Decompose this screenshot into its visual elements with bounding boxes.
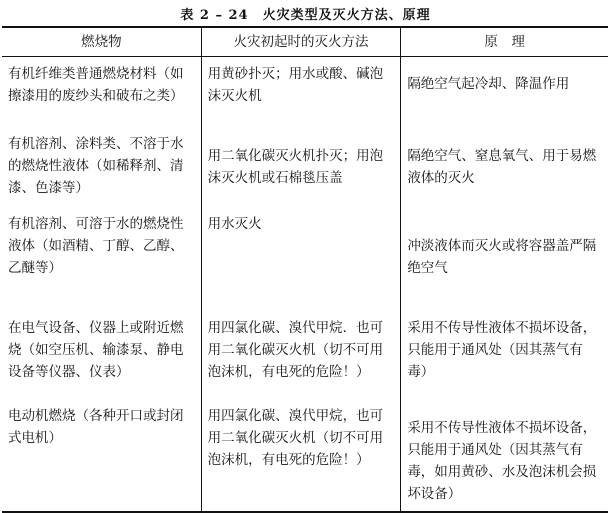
cell-principle: 冲淡液体而灭火或将容器盖严隔绝空气 — [401, 209, 608, 313]
table-row — [2, 129, 608, 209]
cell-fuel: 在电气设备、仪器上或附近燃烧（如空压机、输漆泵、静电设备等仪器、仪表） — [2, 313, 201, 401]
header-principle: 原 理 — [401, 27, 608, 57]
table-row — [2, 209, 608, 313]
cell-principle: 采用不传导性液体不损坏设备，只能用于通风处（因其蒸气有毒） — [401, 313, 608, 401]
header-method: 火灾初起时的灭火方法 — [201, 27, 401, 57]
cell-fuel: 电动机燃烧（各种开口或封闭式电机） — [2, 401, 201, 512]
cell-principle: 采用不传导性液体不损坏设备，只能用于通风处（因其蒸气有毒，如用黄砂、水及泡沫机会损坏设备） — [401, 401, 608, 512]
cell-method: 用黄砂扑灭；用水或酸、碱泡沫灭火机 — [201, 57, 401, 130]
table-row — [2, 401, 608, 512]
cell-method: 用四氯化碳、溴代甲烷．也可用二氧化碳灭火机（切不可用泡沫机，有电死的危险！） — [201, 313, 401, 401]
cell-method: 用二氧化碳灭火机扑灭；用泡沫灭火机或石棉毯压盖 — [201, 129, 401, 209]
cell-principle: 隔绝空气、窒息氧气、用于易燃液体的灭火 — [401, 129, 608, 209]
table-title: 表 2 – 24 火灾类型及灭火方法、原理 — [180, 8, 431, 23]
cell-method: 用四氯化碳、溴代甲烷，也可用二氧化碳灭火机（切不可用泡沫机，有电死的危险！） — [201, 401, 401, 512]
cell-fuel: 有机溶剂、涂料类、不溶于水的燃烧性液体（如稀释剂、清漆、色漆等） — [2, 129, 201, 209]
table-row — [2, 57, 608, 130]
cell-fuel: 有机溶剂、可溶于水的燃烧性液体（如酒精、丁醇、乙醇、乙醚等） — [2, 209, 201, 313]
cell-method: 用水灭火 — [201, 209, 401, 313]
header-fuel: 燃烧物 — [2, 27, 201, 57]
table-row — [2, 313, 608, 401]
table-header-row — [2, 27, 608, 57]
cell-principle: 隔绝空气起冷却、降温作用 — [401, 57, 608, 130]
cell-fuel: 有机纤维类普通燃烧材料（如擦漆用的废纱头和破布之类） — [2, 57, 201, 130]
fire-extinguishing-table — [2, 26, 608, 513]
